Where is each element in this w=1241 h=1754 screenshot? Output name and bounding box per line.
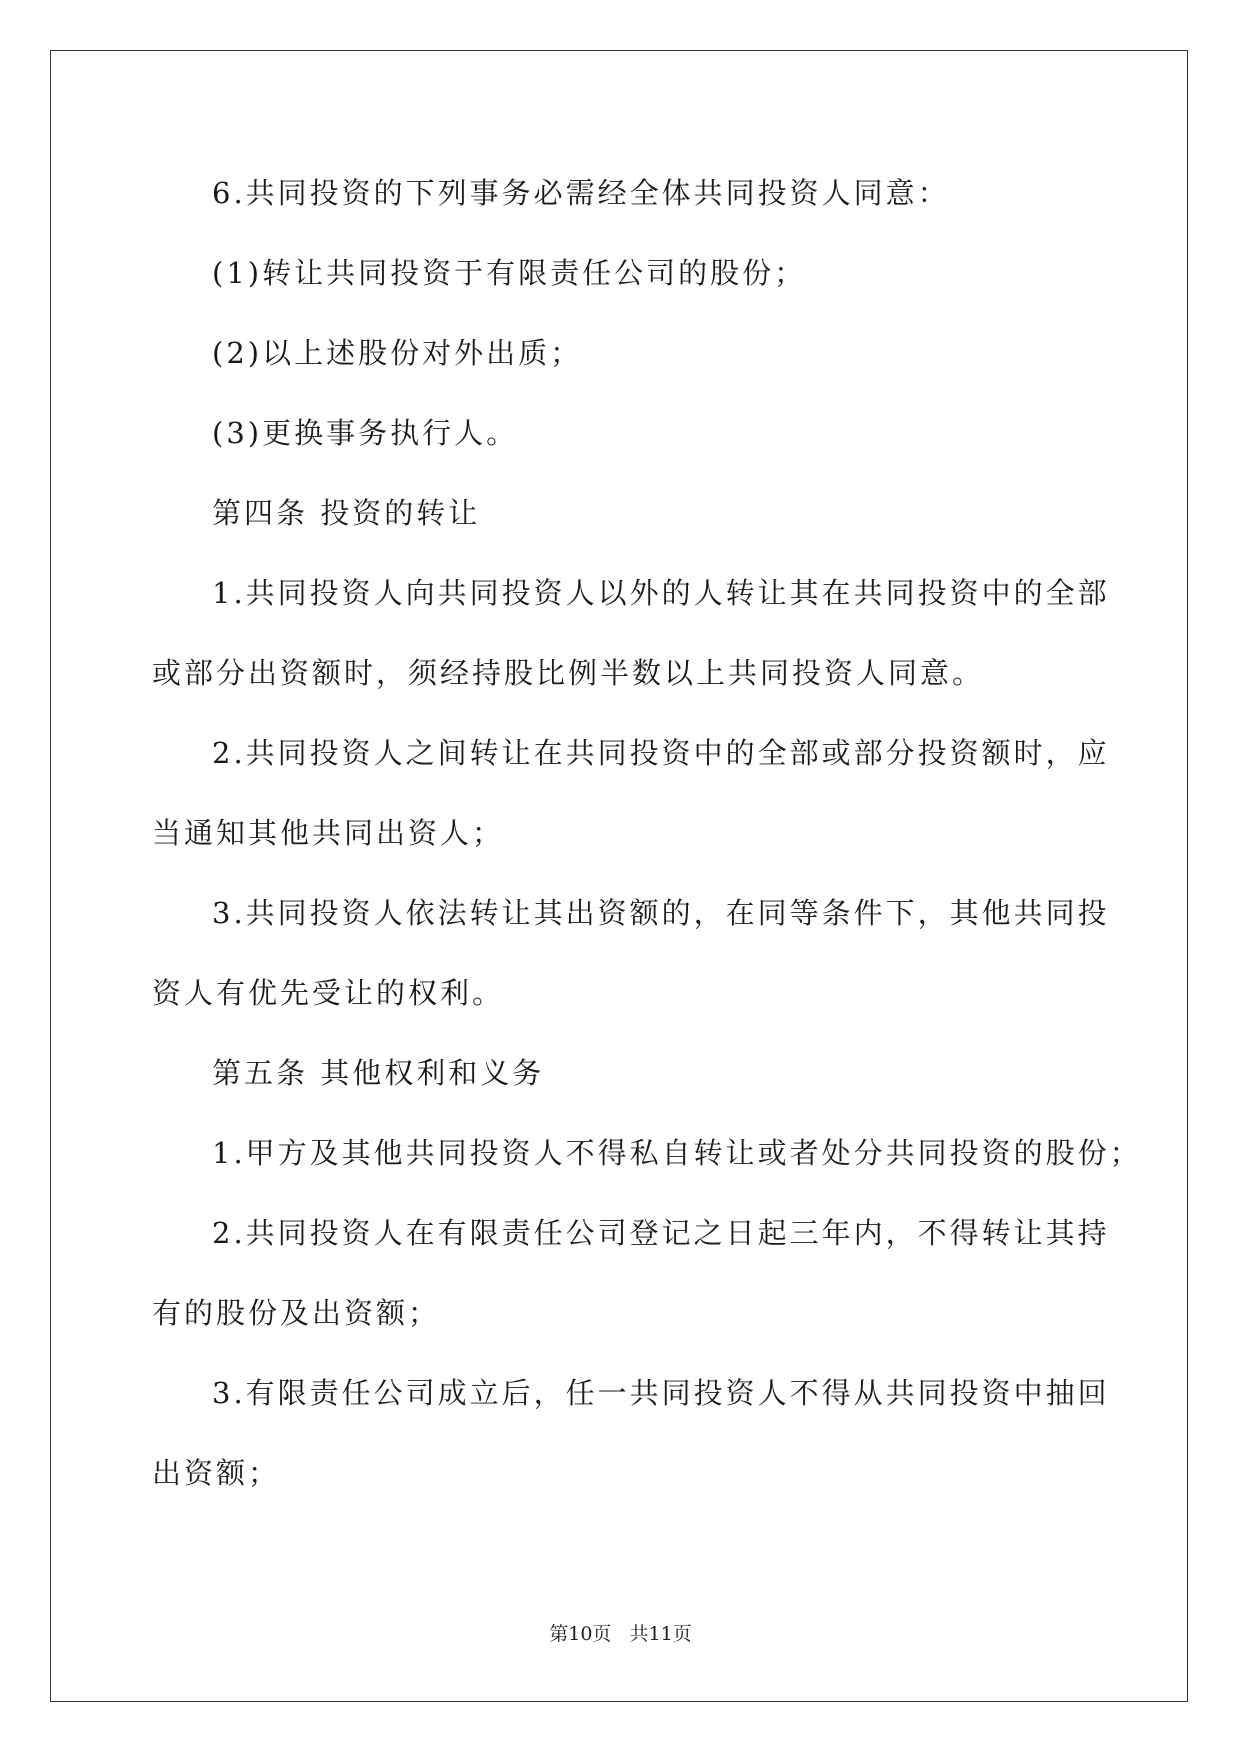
paragraph-line: (1)转让共同投资于有限责任公司的股份； (212, 256, 807, 290)
paragraph-line: 出资额； (152, 1456, 281, 1490)
paragraph-line: 3.有限责任公司成立后，任一共同投资人不得从共同投资中抽回 (212, 1376, 1110, 1410)
paragraph-line: 资人有优先受让的权利。 (152, 976, 505, 1010)
paragraph-line: 或部分出资额时，须经持股比例半数以上共同投资人同意。 (152, 656, 985, 690)
paragraph-line: (3)更换事务执行人。 (212, 416, 519, 450)
paragraph-line: 当通知其他共同出资人； (152, 816, 505, 850)
paragraph-line: 1.甲方及其他共同投资人不得私自转让或者处分共同投资的股份； (212, 1136, 1142, 1170)
paragraph-line: 3.共同投资人依法转让其出资额的，在同等条件下，其他共同投 (212, 896, 1110, 930)
paragraph-line: 1.共同投资人向共同投资人以外的人转让其在共同投资中的全部 (212, 576, 1110, 610)
section-heading: 第四条 投资的转让 (212, 496, 481, 530)
paragraph-line: 有的股份及出资额； (152, 1296, 441, 1330)
page-number: 第10页 共11页 (549, 1623, 692, 1645)
paragraph-line: 6.共同投资的下列事务必需经全体共同投资人同意： (212, 176, 950, 210)
paragraph-line: 2.共同投资人之间转让在共同投资中的全部或部分投资额时，应 (212, 736, 1110, 770)
section-heading: 第五条 其他权利和义务 (212, 1056, 545, 1090)
paragraph-line: 2.共同投资人在有限责任公司登记之日起三年内，不得转让其持 (212, 1216, 1110, 1250)
paragraph-line: (2)以上述股份对外出质； (212, 336, 583, 370)
